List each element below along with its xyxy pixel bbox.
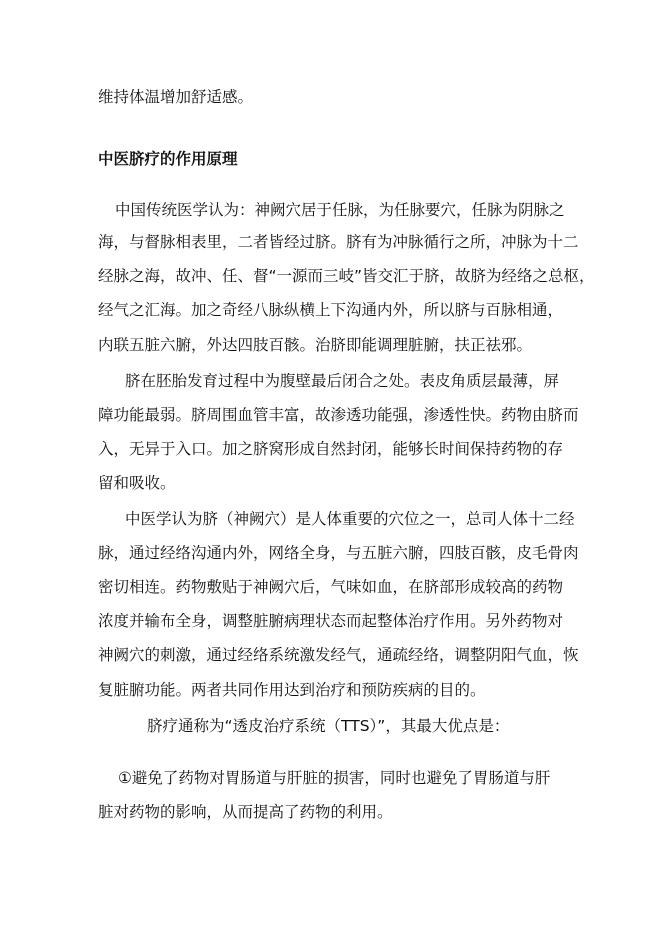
- paragraph-line: 脐疗通称为“透皮治疗系统（TTS）”，其最大优点是：: [147, 717, 510, 735]
- paragraph-line: 留和吸收。: [98, 474, 176, 492]
- paragraph-line: 内联五脏六腑，外达四肢百骸。治脐即能调理脏腑，扶正祛邪。: [98, 336, 533, 354]
- paragraph-line: 神阙穴的刺激，通过经络系统激发经气，通疏经络，调整阴阳气血，恢: [98, 646, 579, 664]
- paragraph-line: 中医学认为脐（神阙穴）是人体重要的穴位之一，总司人体十二经: [125, 510, 575, 528]
- paragraph-line: 经气之汇海。加之奇经八脉纵横上下沟通内外，所以脐与百脉相通，: [98, 301, 564, 319]
- paragraph-line: 障功能最弱。脐周围血管丰富，故渗透功能强，渗透性快。药物由脐而: [98, 406, 579, 424]
- paragraph-line: 入，无异于入口。加之脐窝形成自然封闭，能够长时间保持药物的存: [98, 440, 564, 458]
- paragraph-line: 复脏腑功能。两者共同作用达到治疗和预防疾病的目的。: [98, 681, 486, 699]
- paragraph-line: 脏对药物的影响，从而提高了药物的利用。: [98, 803, 393, 821]
- paragraph-line: 经脉之海，故冲、任、督“一源而三岐”皆交汇于脐，故脐为经络之总枢，: [98, 267, 595, 285]
- paragraph-line: 海，与督脉相表里，二者皆经过脐。脐有为冲脉循行之所，冲脉为十二: [98, 233, 579, 251]
- paragraph-line: 脐在胚胎发育过程中为腹壁最后闭合之处。表皮角质层最薄，屏: [125, 372, 560, 390]
- section-heading: 中医脐疗的作用原理: [98, 150, 238, 168]
- paragraph-line: 密切相连。药物敷贴于神阙穴后，气味如血，在脐部形成较高的药物: [98, 578, 564, 596]
- intro-line: 维持体温增加舒适感。: [98, 88, 254, 106]
- paragraph-line: 脉，通过经络沟通内外，网络全身，与五脏六腑，四肢百骸，皮毛骨肉: [98, 544, 579, 562]
- paragraph-line: 中国传统医学认为：神阙穴居于任脉，为任脉要穴，任脉为阴脉之: [115, 201, 565, 219]
- paragraph-line: ①避免了药物对胃肠道与肝脏的损害，同时也避免了胃肠道与肝: [118, 769, 551, 787]
- paragraph-line: 浓度并输布全身，调整脏腑病理状态而起整体治疗作用。另外药物对: [98, 612, 564, 630]
